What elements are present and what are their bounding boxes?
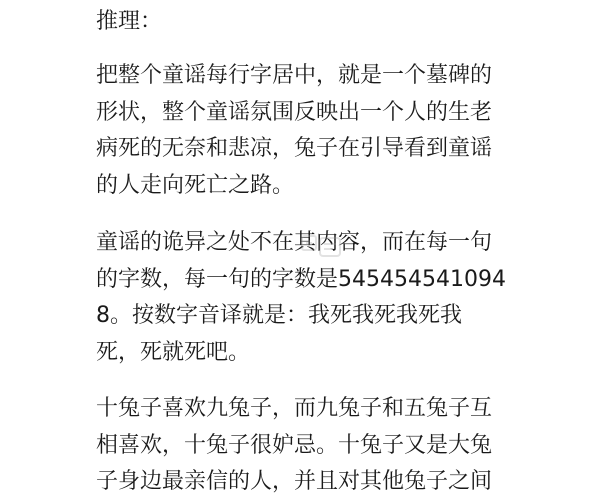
paragraph-line: 十兔子喜欢九兔子，而九兔子和五兔子互 — [96, 396, 493, 421]
paragraph-line: 病死的无奈和悲凉，兔子在引导看到童谣 — [96, 136, 493, 161]
paragraph-1 — [96, 58, 526, 204]
paragraph-line: 死，死就死吧。 — [96, 339, 251, 365]
section-heading: 推理： — [96, 9, 163, 34]
paragraph-line: 形状，整个童谣氛围反映出一个人的生老 — [96, 99, 493, 125]
paragraph-line: 子身边最亲信的人，并且对其他兔子之间 — [96, 469, 493, 494]
paragraph-line: 把整个童谣每行字居中，就是一个墓碑的 — [96, 63, 493, 88]
paragraph-line: 相喜欢，十兔子很妒忌。十兔子又是大兔 — [96, 432, 493, 458]
paragraph-line: 的字数，每一句的字数是545454541094 — [96, 266, 506, 292]
paragraph-line: 的人走向死亡之路。 — [96, 172, 295, 198]
paragraph-line: 8。按数字音译就是：我死我死我死我 — [96, 303, 462, 328]
paragraph-3 — [96, 391, 526, 501]
paragraph-line: 童谣的诡异之处不在其内容，而在每一句 — [96, 230, 493, 255]
watermark-logo-icon — [300, 232, 344, 262]
